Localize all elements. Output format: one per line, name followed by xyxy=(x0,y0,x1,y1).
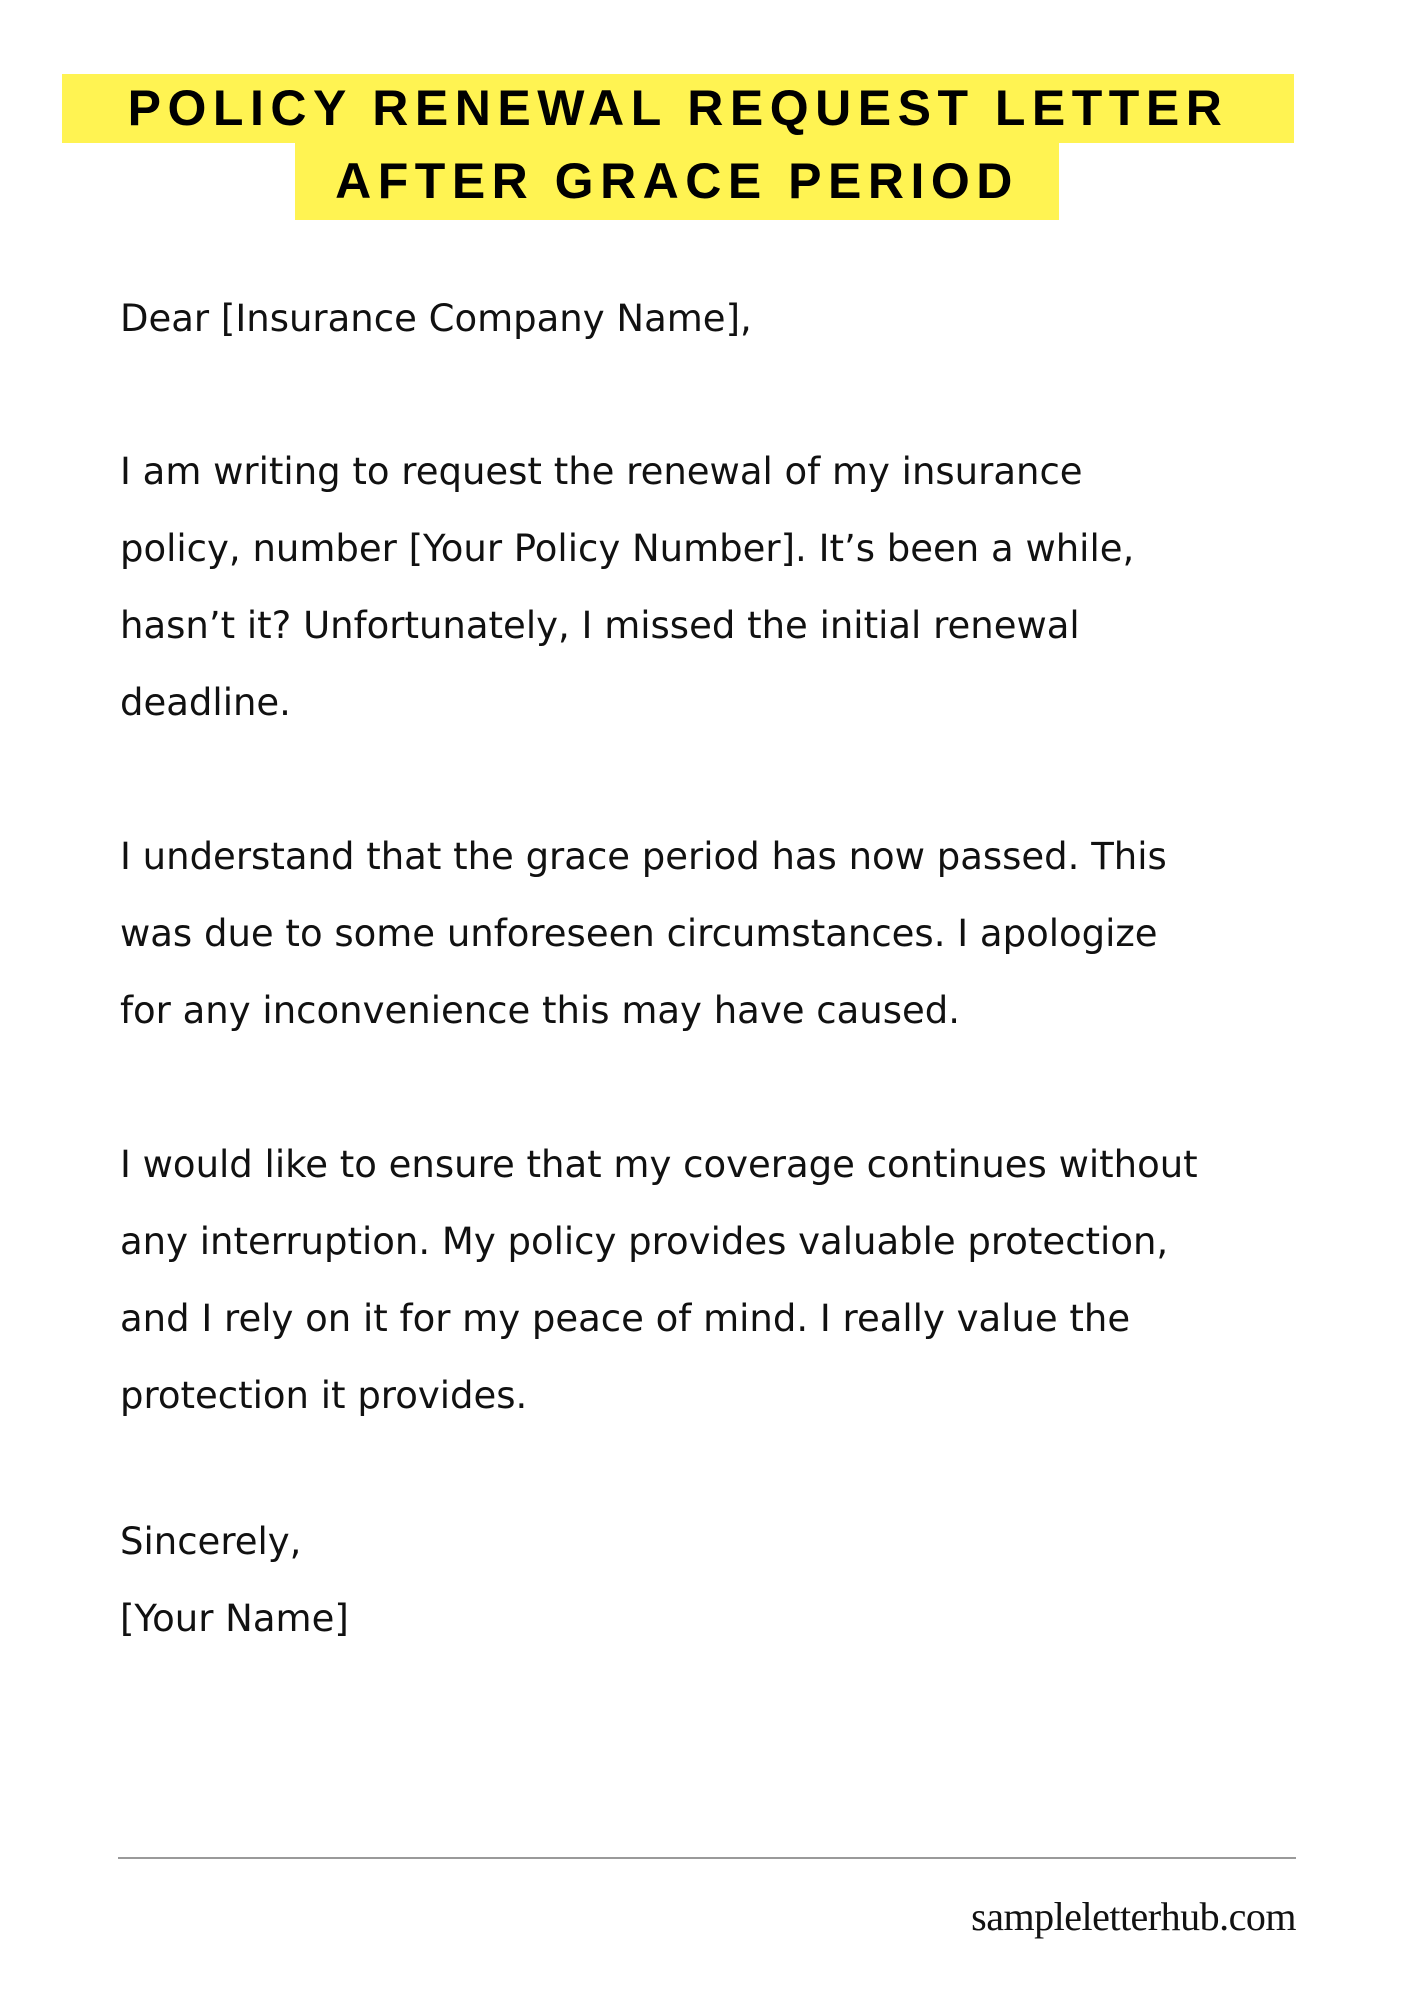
paragraph-1-line-4: deadline. xyxy=(120,681,291,724)
paragraph-1-line-2: policy, number [Your Policy Number]. It’s been a while, xyxy=(120,527,1135,570)
footer-site-name: sampleletterhub.com xyxy=(971,1894,1296,1939)
title-line-1: POLICY RENEWAL REQUEST LETTER xyxy=(62,74,1294,143)
signature-name: [Your Name] xyxy=(120,1597,349,1640)
paragraph-3-line-1: I would like to ensure that my coverage continues without xyxy=(120,1143,1198,1186)
paragraph-1-line-3: hasn’t it? Unfortunately, I missed the initial renewal xyxy=(120,604,1080,647)
paragraph-2-line-2: was due to some unforeseen circumstances. I apologize xyxy=(120,912,1158,955)
paragraph-3-line-3: and I rely on it for my peace of mind. I really value the xyxy=(120,1297,1131,1340)
paragraph-3-line-2: any interruption. My policy provides valuable protection, xyxy=(120,1220,1169,1263)
salutation: Dear [Insurance Company Name], xyxy=(120,297,752,340)
paragraph-3-line-4: protection it provides. xyxy=(120,1374,528,1417)
paragraph-1-line-1: I am writing to request the renewal of my insurance xyxy=(120,450,1083,493)
paragraph-2-line-3: for any inconvenience this may have caused. xyxy=(120,989,960,1032)
title-line-2: AFTER GRACE PERIOD xyxy=(295,143,1059,220)
footer-divider xyxy=(118,1857,1296,1859)
paragraph-2-line-1: I understand that the grace period has now passed. This xyxy=(120,835,1167,878)
closing: Sincerely, xyxy=(120,1520,302,1563)
